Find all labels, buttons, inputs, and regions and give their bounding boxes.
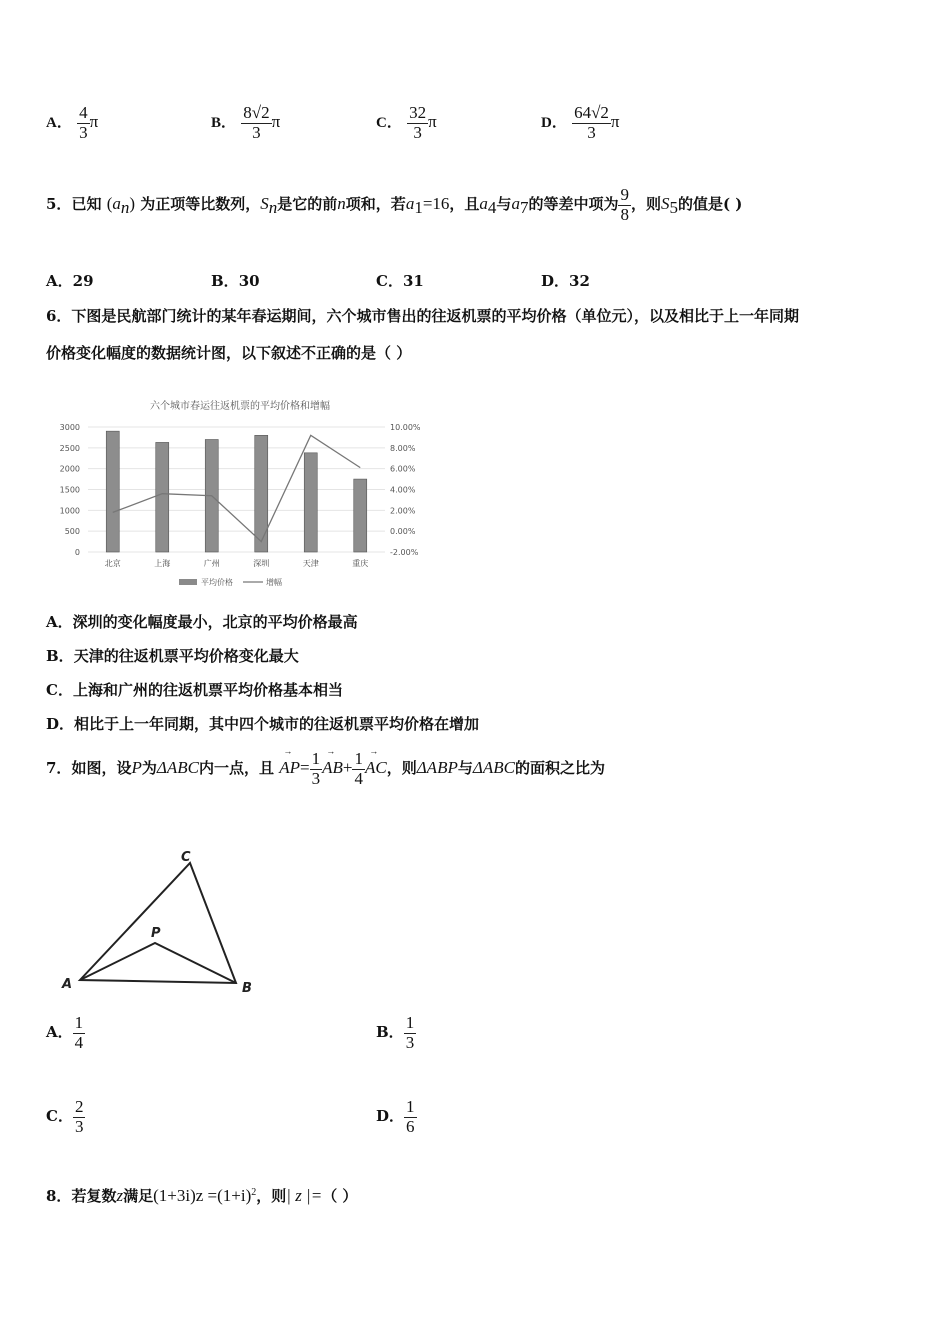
category-label: 北京 — [104, 559, 121, 568]
bar-天津 — [304, 453, 317, 552]
q6-option-a: A．深圳的变化幅度最小，北京的平均价格最高 — [46, 613, 358, 631]
left-tick-label: 1000 — [59, 506, 80, 516]
q5-option-c: C．31 — [376, 272, 424, 290]
chart-legend — [179, 577, 282, 587]
left-tick-label: 1500 — [59, 485, 80, 495]
q7-option-d: D． $\frac{1}{6}$ — [376, 1097, 415, 1136]
q6-option-d: D．相比于上一年同期，其中四个城市的往返机票平均价格在增加 — [46, 715, 480, 733]
triangle-figure — [55, 845, 270, 1000]
category-label: 广州 — [203, 559, 220, 568]
right-tick-label: 10.00% — [390, 423, 421, 432]
q5-stem: 5．已知 $(a_n)$ 为正项等比数列，$S_n$是它的前n项和，若$a_1=16$，且$a_4$与$a_7$的等差中项为 $\frac{9}{8}$ ，则$S_5$的值是( ) — [46, 185, 743, 224]
q4-option-d: D． $\frac{64√2}{3}$ π — [541, 103, 620, 142]
triangle-abc — [80, 863, 236, 983]
q6-stem-line1: 6．下图是民航部门统计的某年春运期间，六个城市售出的往返机票的平均价格（单位元），以及相比于上一年同期 — [46, 307, 799, 325]
right-tick-label: 2.00% — [390, 506, 416, 516]
q8-stem: 8．若复数z满足$(1+3i)z =(1+i)^2$，则| z |=（ ） — [46, 1186, 358, 1205]
triangle-apb — [80, 943, 236, 983]
q5-option-b: B．30 — [211, 272, 260, 290]
growth-line — [113, 435, 361, 541]
left-tick-label: 0 — [74, 548, 80, 557]
q4-option-c: C． $\frac{32}{3}$ π — [376, 103, 437, 142]
q7-option-a: A． $\frac{1}{4}$ — [46, 1013, 84, 1052]
category-label: 深圳 — [253, 559, 270, 568]
category-label: 上海 — [154, 559, 171, 568]
legend-bar-swatch — [179, 579, 197, 585]
bar-上海 — [156, 442, 169, 552]
left-tick-label: 2500 — [59, 443, 80, 453]
left-tick-label: 3000 — [59, 423, 80, 432]
right-tick-label: 4.00% — [390, 485, 416, 495]
q4-option-b: B． $\frac{8√2}{3}$ π — [211, 103, 281, 142]
left-tick-label: 500 — [64, 527, 80, 537]
right-tick-label: 6.00% — [390, 464, 416, 474]
q5-option-d: D．32 — [541, 272, 590, 290]
right-tick-label: 8.00% — [390, 443, 416, 453]
q7-stem: 7．如图，设P为ΔABC内一点，且 → AP= $\frac{1}{3}$ → AB+ $\frac{1}{4}$ → AC，则ΔABP与ΔABC的面积之比为 — [46, 750, 605, 788]
q6-stem-line2: 价格变化幅度的数据统计图，以下叙述不正确的是（ ） — [46, 344, 412, 362]
legend-line-label: 增幅 — [266, 578, 282, 587]
vertex-label-c: C — [181, 850, 191, 865]
vertex-label-b: B — [242, 981, 252, 996]
price-chart — [50, 392, 440, 597]
q7-option-c: C． $\frac{2}{3}$ — [46, 1097, 84, 1136]
bar-北京 — [106, 431, 119, 552]
q6-option-c: C．上海和广州的往返机票平均价格基本相当 — [46, 681, 343, 699]
vertex-label-p: P — [151, 926, 161, 941]
right-tick-label: -2.00% — [390, 548, 419, 557]
q6-option-b: B．天津的往返机票平均价格变化最大 — [46, 647, 299, 665]
q7-option-b: B． $\frac{1}{3}$ — [376, 1013, 415, 1052]
q4-option-a: A． $\frac{4}{3}$ π — [46, 103, 99, 142]
category-label: 天津 — [302, 559, 319, 568]
category-label: 重庆 — [352, 559, 369, 568]
legend-bar-label: 平均价格 — [201, 578, 233, 587]
chart-title: 六个城市春运往返机票的平均价格和增幅 — [150, 401, 330, 412]
vertex-label-a: A — [62, 977, 73, 992]
bar-深圳 — [255, 435, 268, 552]
right-tick-label: 0.00% — [390, 527, 416, 537]
q5-option-a: A．29 — [46, 272, 94, 290]
bar-重庆 — [354, 479, 367, 552]
left-tick-label: 2000 — [59, 464, 80, 474]
